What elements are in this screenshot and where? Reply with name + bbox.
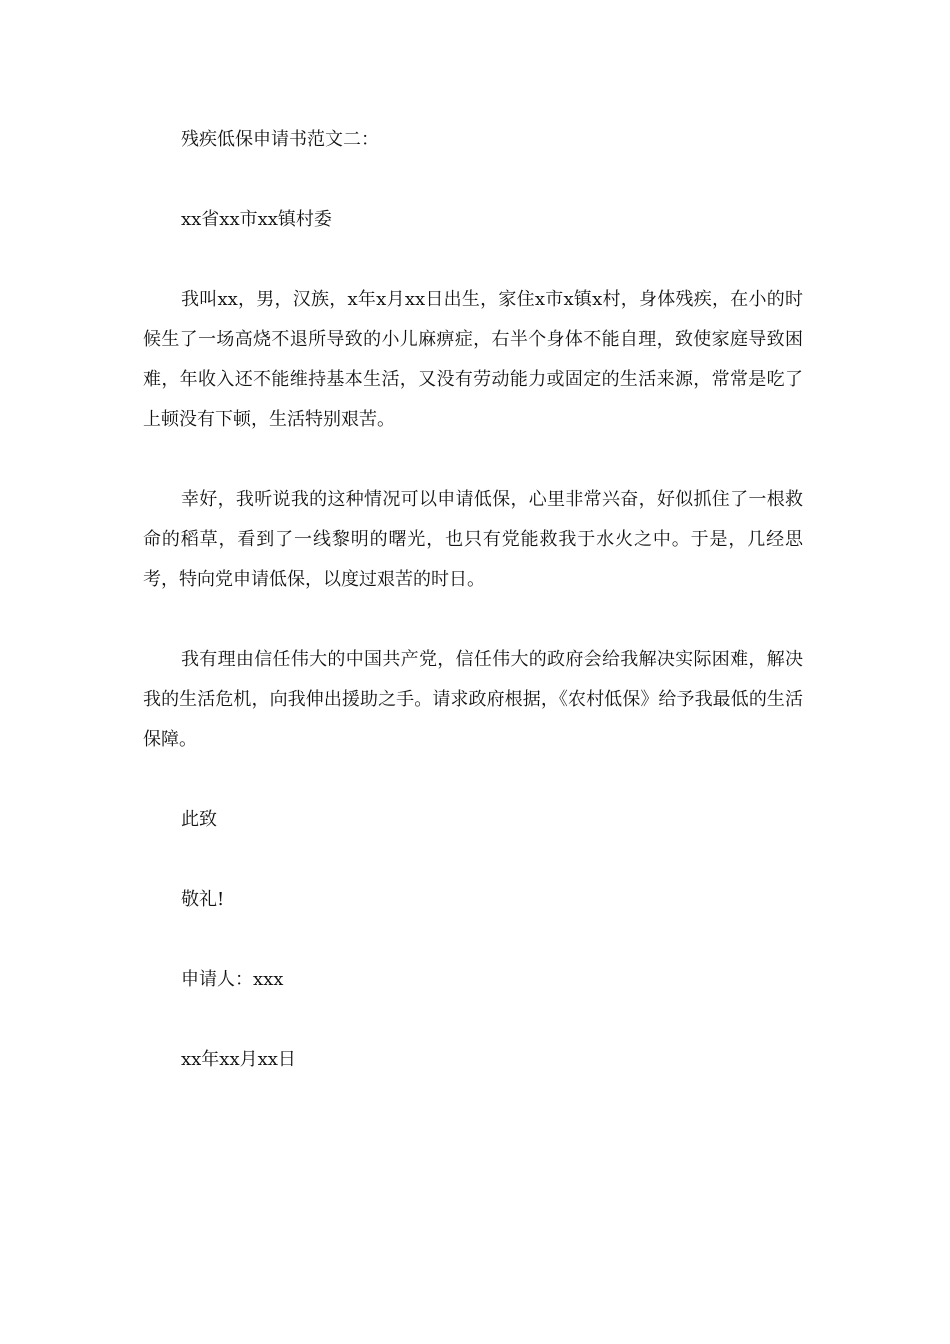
closing-salutation: 此致 [181, 809, 217, 830]
document-body [143, 120, 803, 1080]
paragraph-1: 我叫xx，男，汉族，x年x月xx日出生，家住x市x镇x村，身体残疾，在小的时候生了一场高烧不退所导致的小儿麻痹症，右半个身体不能自理，致使家庭导致困难，年收入还不能维持基本生活，又没有劳动能力或固定的生活来源，常常是吃了上顿没有下顿，生活特别艰苦。 [143, 289, 803, 430]
closing-regards: 敬礼! [181, 889, 225, 910]
document-heading: 残疾低保申请书范文二： [181, 129, 379, 150]
paragraph-3: 我有理由信任伟大的中国共产党，信任伟大的政府会给我解决实际困难，解决我的生活危机，向我伸出援助之手。请求政府根据，《农村低保》给予我最低的生活保障。 [143, 649, 803, 750]
applicant-line: 申请人：xxx [181, 969, 284, 990]
paragraph-2: 幸好，我听说我的这种情况可以申请低保，心里非常兴奋，好似抓住了一根救命的稻草，看到了一线黎明的曙光，也只有党能救我于水火之中。于是，几经思考，特向党申请低保，以度过艰苦的时日。 [143, 489, 803, 590]
date-line: xx年xx月xx日 [181, 1049, 296, 1070]
recipient-line: xx省xx市xx镇村委 [181, 209, 332, 230]
